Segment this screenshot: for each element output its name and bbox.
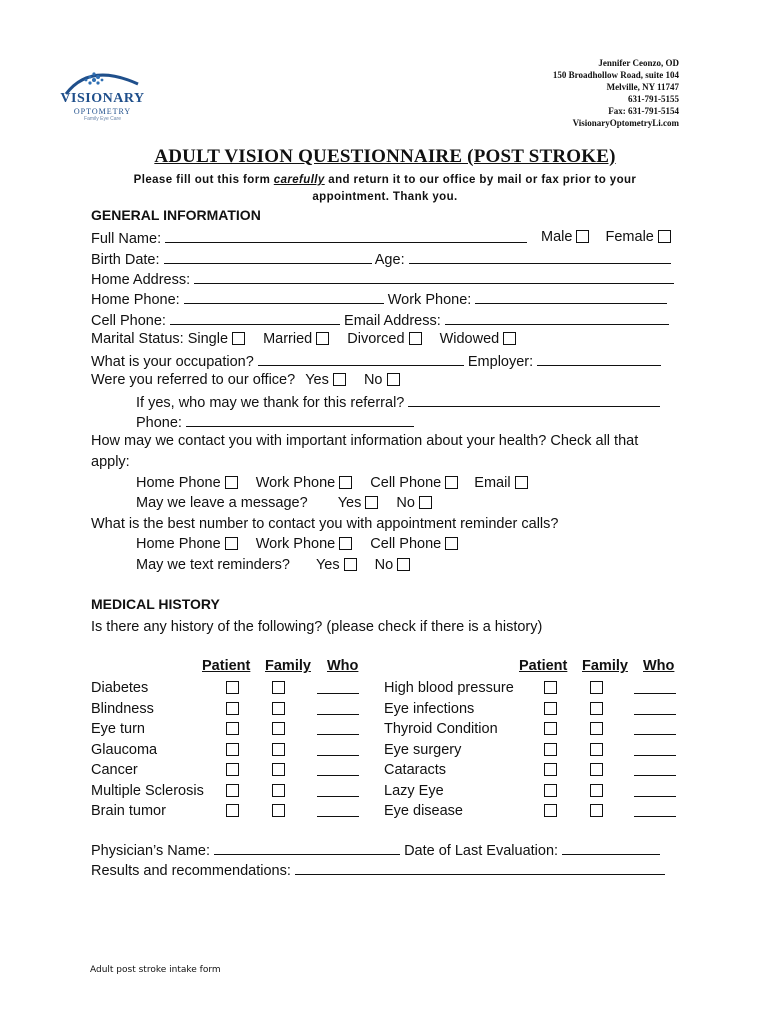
instructions-pre: Please fill out this form (133, 174, 274, 186)
right-col-patient-header: Patient (519, 658, 568, 674)
left-condition-family-checkbox[interactable] (272, 784, 285, 797)
cell-email-row (91, 310, 669, 330)
occupation-input[interactable] (258, 351, 464, 366)
gender-options (541, 228, 671, 246)
text-reminders-no-label: No (374, 557, 394, 573)
right-condition-who-input[interactable] (634, 680, 676, 694)
contact-question-line-2: apply: (91, 454, 130, 470)
contact-email-label: Email (474, 475, 511, 491)
left-condition-who-input[interactable] (317, 783, 359, 797)
results-input[interactable] (295, 860, 665, 875)
left-condition-label: Blindness (91, 700, 154, 717)
right-condition-patient-checkbox[interactable] (544, 702, 557, 715)
physician-row (91, 840, 660, 860)
single-checkbox[interactable] (232, 332, 245, 345)
contact-question-line-1: How may we contact you with important information about your health? Check all that (91, 433, 639, 449)
left-condition-family-checkbox[interactable] (272, 681, 285, 694)
left-condition-patient-checkbox[interactable] (226, 681, 239, 694)
contact-method-row (136, 474, 528, 492)
left-condition-who-input[interactable] (317, 721, 359, 735)
birth-date-label: Birth Date: (91, 252, 160, 268)
cell-phone-label: Cell Phone: (91, 313, 166, 329)
email-address-label: Email Address: (344, 313, 441, 329)
widowed-checkbox[interactable] (503, 332, 516, 345)
referred-yes-checkbox[interactable] (333, 373, 346, 386)
left-col-patient-header: Patient (202, 658, 251, 674)
left-condition-family-checkbox[interactable] (272, 763, 285, 776)
female-checkbox[interactable] (658, 230, 671, 243)
full-name-label: Full Name: (91, 231, 162, 247)
left-condition-family-checkbox[interactable] (272, 743, 285, 756)
left-col-family-header: Family (265, 658, 311, 674)
general-info-heading: GENERAL INFORMATION (91, 207, 261, 223)
leave-message-row (136, 494, 432, 512)
work-phone-input[interactable] (475, 289, 667, 304)
left-col-who-header: Who (327, 658, 359, 674)
right-condition-family-checkbox[interactable] (590, 722, 603, 735)
right-condition-label: High blood pressure (384, 680, 514, 696)
text-reminders-label: May we text reminders? (136, 557, 290, 573)
leave-message-no-checkbox[interactable] (419, 496, 432, 509)
logo-tagline: Family Eye Care (84, 116, 121, 122)
referral-row (91, 371, 400, 389)
left-condition-patient-checkbox[interactable] (226, 702, 239, 715)
employer-label: Employer: (467, 354, 534, 370)
leave-message-yes-checkbox[interactable] (365, 496, 378, 509)
results-row (91, 860, 665, 880)
right-condition-family-checkbox[interactable] (590, 681, 603, 694)
work-phone-label: Work Phone: (387, 292, 472, 308)
home-address-input[interactable] (194, 269, 674, 284)
right-condition-patient-checkbox[interactable] (544, 784, 557, 797)
full-name-row (91, 228, 527, 248)
right-condition-label: Thyroid Condition (384, 721, 498, 737)
instructions-emphasis: carefully (273, 174, 325, 186)
male-checkbox[interactable] (576, 230, 589, 243)
reminder-number-row (136, 535, 458, 553)
left-condition-patient-checkbox[interactable] (226, 804, 239, 817)
left-condition-label: Glaucoma (91, 741, 158, 758)
left-condition-who-input[interactable] (317, 701, 359, 715)
instructions (0, 172, 770, 206)
right-condition-family-checkbox[interactable] (590, 743, 603, 756)
female-label: Female (605, 229, 654, 245)
left-condition-family-checkbox[interactable] (272, 702, 285, 715)
phone-row (91, 289, 667, 309)
right-condition-label: Eye infections (384, 700, 475, 717)
referral-phone-row (136, 412, 414, 432)
practice-phone: 631-791-5155 (628, 94, 679, 104)
left-condition-who-input[interactable] (317, 680, 359, 694)
reminder-cell-phone-label: Cell Phone (370, 536, 442, 552)
married-label: Married (263, 331, 313, 347)
occupation-row (91, 351, 661, 371)
last-eval-label: Date of Last Evaluation: (404, 843, 559, 859)
right-col-family-header: Family (582, 658, 628, 674)
occupation-label: What is your occupation? (91, 354, 254, 370)
right-condition-label: Eye surgery (384, 741, 462, 758)
referred-label: Were you referred to our office? (91, 372, 296, 388)
referral-name-input[interactable] (408, 392, 660, 407)
marital-single-label: Marital Status: Single (91, 331, 229, 347)
referral-thanks-label: If yes, who may we thank for this referral? (136, 395, 405, 411)
right-condition-who-input[interactable] (634, 762, 676, 776)
page-title: ADULT VISION QUESTIONNAIRE (POST STROKE) (154, 146, 616, 167)
birth-date-input[interactable] (164, 249, 372, 264)
employer-input[interactable] (537, 351, 661, 366)
married-checkbox[interactable] (316, 332, 329, 345)
text-reminders-yes-checkbox[interactable] (344, 558, 357, 571)
last-eval-input[interactable] (562, 840, 660, 855)
referral-phone-label: Phone: (136, 415, 182, 431)
physician-name-input[interactable] (214, 840, 400, 855)
logo-subname: OPTOMETRY (73, 107, 132, 116)
leave-message-label: May we leave a message? (136, 495, 308, 511)
footer-text: Adult post stroke intake form (90, 965, 221, 975)
right-condition-who-input[interactable] (634, 783, 676, 797)
instructions-line-2: appointment. Thank you. (312, 191, 458, 203)
contact-email-checkbox[interactable] (515, 476, 528, 489)
right-condition-patient-checkbox[interactable] (544, 743, 557, 756)
referred-no-checkbox[interactable] (387, 373, 400, 386)
leave-message-no-label: No (396, 495, 415, 511)
right-condition-family-checkbox[interactable] (590, 763, 603, 776)
right-condition-family-checkbox[interactable] (590, 804, 603, 817)
full-name-input[interactable] (165, 228, 527, 243)
referred-yes-label: Yes (305, 372, 329, 388)
referred-no-label: No (363, 372, 383, 388)
text-reminders-row (136, 556, 410, 574)
left-condition-label: Multiple Sclerosis (91, 782, 204, 799)
reminder-work-phone-label: Work Phone (255, 536, 336, 552)
left-condition-label: Diabetes (91, 680, 149, 696)
right-condition-family-checkbox[interactable] (590, 784, 603, 797)
reminder-cell-phone-checkbox[interactable] (445, 537, 458, 550)
left-condition-who-input[interactable] (317, 742, 359, 756)
left-condition-label: Cancer (91, 762, 138, 778)
left-condition-label: Brain tumor (91, 803, 166, 819)
practice-fax: Fax: 631-791-5154 (608, 106, 679, 116)
left-condition-who-input[interactable] (317, 803, 359, 817)
physician-name-label: Physician’s Name: (91, 843, 211, 859)
left-condition-family-checkbox[interactable] (272, 804, 285, 817)
text-reminders-yes-label: Yes (315, 557, 340, 573)
right-condition-label: Lazy Eye (384, 782, 444, 799)
doctor-name: Jennifer Ceonzo, OD (598, 58, 679, 68)
logo-name: VISIONARY (60, 91, 145, 106)
reminder-work-phone-checkbox[interactable] (339, 537, 352, 550)
referral-phone-input[interactable] (186, 412, 414, 427)
address-line-2: Melville, NY 11747 (606, 82, 679, 92)
right-condition-who-input[interactable] (634, 803, 676, 817)
age-input[interactable] (409, 249, 671, 264)
practice-logo (60, 64, 145, 124)
referral-thanks-row (136, 392, 660, 412)
medical-history-heading: MEDICAL HISTORY (91, 596, 220, 612)
contact-cell-phone-checkbox[interactable] (445, 476, 458, 489)
right-condition-family-checkbox[interactable] (590, 702, 603, 715)
contact-work-phone-label: Work Phone (255, 475, 336, 491)
address-line-1: 150 Broadhollow Road, suite 104 (552, 70, 679, 80)
birth-date-row (91, 249, 671, 269)
divorced-checkbox[interactable] (409, 332, 422, 345)
right-condition-patient-checkbox[interactable] (544, 722, 557, 735)
right-condition-label: Eye disease (384, 803, 463, 819)
left-condition-patient-checkbox[interactable] (226, 763, 239, 776)
contact-work-phone-checkbox[interactable] (339, 476, 352, 489)
instructions-post: and return it to our office by mail or fax prior to your (324, 174, 637, 186)
contact-home-phone-checkbox[interactable] (225, 476, 238, 489)
age-label: Age: (374, 252, 405, 268)
cell-phone-input[interactable] (170, 310, 340, 325)
male-label: Male (541, 229, 573, 245)
leave-message-yes-label: Yes (337, 495, 362, 511)
left-condition-who-input[interactable] (317, 762, 359, 776)
home-phone-input[interactable] (184, 289, 384, 304)
right-condition-label: Cataracts (384, 762, 447, 778)
right-condition-who-input[interactable] (634, 742, 676, 756)
practice-address-block (553, 57, 679, 129)
right-condition-patient-checkbox[interactable] (544, 804, 557, 817)
left-condition-patient-checkbox[interactable] (226, 743, 239, 756)
reminder-home-phone-label: Home Phone (136, 536, 221, 552)
right-condition-patient-checkbox[interactable] (544, 763, 557, 776)
email-address-input[interactable] (445, 310, 669, 325)
home-address-row (91, 269, 674, 289)
contact-home-phone-label: Home Phone (136, 475, 221, 491)
marital-status-row (91, 330, 516, 348)
best-number-question: What is the best number to contact you with appointment reminder calls? (91, 516, 559, 532)
right-condition-who-input[interactable] (634, 721, 676, 735)
left-condition-patient-checkbox[interactable] (226, 722, 239, 735)
divorced-label: Divorced (347, 331, 405, 347)
text-reminders-no-checkbox[interactable] (397, 558, 410, 571)
medical-history-question: Is there any history of the following? (please check if there is a history) (91, 619, 543, 635)
right-condition-who-input[interactable] (634, 701, 676, 715)
practice-website: VisionaryOptometryLi.com (572, 118, 679, 128)
right-col-who-header: Who (643, 658, 675, 674)
reminder-home-phone-checkbox[interactable] (225, 537, 238, 550)
results-label: Results and recommendations: (91, 863, 291, 879)
widowed-label: Widowed (439, 331, 500, 347)
left-condition-label: Eye turn (91, 721, 145, 737)
right-condition-patient-checkbox[interactable] (544, 681, 557, 694)
contact-cell-phone-label: Cell Phone (370, 475, 442, 491)
home-phone-label: Home Phone: (91, 292, 180, 308)
home-address-label: Home Address: (91, 272, 191, 288)
left-condition-family-checkbox[interactable] (272, 722, 285, 735)
left-condition-patient-checkbox[interactable] (226, 784, 239, 797)
